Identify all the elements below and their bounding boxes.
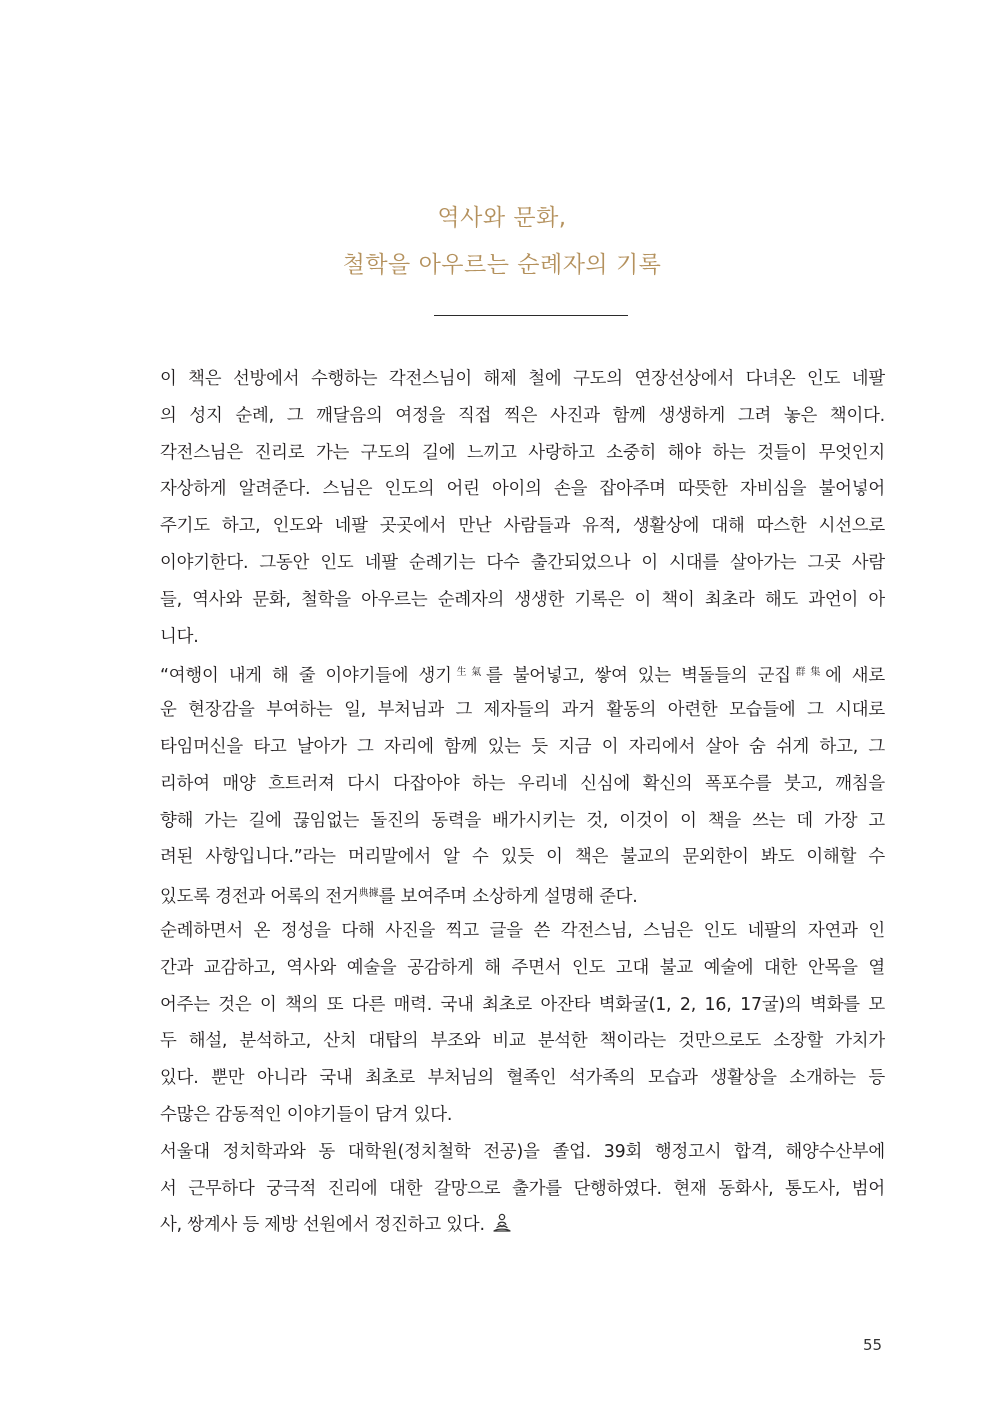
body-text: 를 불어넣고, 쌓여 있는 벽돌들의 군집	[486, 666, 791, 687]
body-line: 이 책은 선방에서 수행하는 각전스님이 해제 철에 구도의 연장선상에서 다녀온 인도 네팔	[160, 369, 885, 389]
body-line: 각전스님은 진리로 가는 구도의 길에 느끼고 사랑하고 소중히 해야 하는 것들이 무엇인지	[160, 442, 885, 463]
body-line: 서 근무하다 궁극적 진리에 대한 갈망으로 출가를 단행하였다. 현재 동화사, 통도사, 범어	[160, 1178, 885, 1199]
body-line: 주기도 하고, 인도와 네팔 곳곳에서 만난 사람들과 유적, 생활상에 대해 따스한 시선으로	[160, 516, 885, 537]
meditating-monk-icon	[491, 1211, 513, 1248]
body-line: 서울대 정치학과와 동 대학원(정치철학 전공)을 졸업. 39회 행정고시 합격, 해양수산부에	[160, 1141, 885, 1162]
body-text: 있도록 경전과 어록의 전거	[160, 887, 359, 908]
hanja-annotation: 典據	[358, 888, 379, 900]
body-line	[160, 1207, 885, 1244]
body-line: 운 현장감을 부여하는 일, 부처님과 그 제자들의 과거 활동의 아련한 모습들에 그 시대로	[160, 700, 885, 721]
body-line: 려된 사항입니다.”라는 머리말에서 알 수 있듯 이 책은 불교의 문외한이 봐도 이해할 수	[160, 847, 885, 868]
hanja-annotation: 群集	[790, 667, 826, 679]
body-line: 향해 가는 길에 끊임없는 돌진의 동력을 배가시키는 것, 이것이 이 책을 쓰는 데 가장 고	[160, 810, 885, 831]
body-line: 니다.	[160, 626, 199, 647]
body-text: 사, 쌍계사 등 제방 선원에서 정진하고 있다.	[160, 1215, 485, 1236]
article-body	[160, 361, 885, 1244]
body-line: 이야기한다. 그동안 인도 네팔 순례기는 다수 출간되었으나 이 시대를 살아가는 그곳 사람	[160, 552, 885, 573]
body-line: 순례하면서 온 정성을 다해 사진을 찍고 글을 쓴 각전스님, 스님은 인도 네팔의 자연과 인	[160, 920, 885, 941]
title-divider	[434, 315, 628, 316]
body-line: 자상하게 알려준다. 스님은 인도의 어린 아이의 손을 잡아주며 따뜻한 자비심을 불어넣어	[160, 479, 885, 500]
body-line: 있다. 뿐만 아니라 국내 최초로 부처님의 혈족인 석가족의 모습과 생활상을 소개하는 등	[160, 1068, 885, 1089]
body-line	[160, 876, 885, 913]
body-line: 수많은 감동적인 이야기들이 담겨 있다.	[160, 1104, 453, 1125]
page-number: 55	[863, 1336, 883, 1354]
body-line: 어주는 것은 이 책의 또 다른 매력. 국내 최초로 아잔타 벽화굴(1, 2, 16, 17굴)의 벽화를 모	[160, 994, 885, 1015]
body-line	[160, 655, 885, 692]
body-line: 의 성지 순례, 그 깨달음의 여정을 직접 찍은 사진과 함께 생생하게 그려 놓은 책이다.	[160, 405, 885, 426]
hanja-annotation: 生氣	[451, 667, 486, 679]
body-line: 두 해설, 분석하고, 산치 대탑의 부조와 비교 분석한 책이라는 것만으로도 소장할 가치가	[160, 1031, 885, 1052]
title-line-1: 역사와 문화,	[437, 205, 567, 231]
body-line: 타임머신을 타고 날아가 그 자리에 함께 있는 듯 지금 이 자리에서 살아 숨 쉬게 하고, 그	[160, 736, 885, 757]
body-line: 리하여 매양 흐트러져 다시 다잡아야 하는 우리네 신심에 확신의 폭포수를 붓고, 깨침을	[160, 773, 885, 794]
body-line: 들, 역사와 문화, 철학을 아우르는 순례자의 생생한 기록은 이 책이 최초라 해도 과언이 아	[160, 589, 885, 610]
body-text: 에 새로	[825, 666, 886, 687]
title-line-2: 철학을 아우르는 순례자의 기록	[342, 252, 662, 278]
body-text: “여행이 내게 해 줄 이야기들에 생기	[160, 666, 452, 687]
body-text: 를 보여주며 소상하게 설명해 준다.	[378, 887, 638, 908]
body-line: 간과 교감하고, 역사와 예술을 공감하게 해 주면서 인도 고대 불교 예술에 대한 안목을 열	[160, 957, 885, 978]
